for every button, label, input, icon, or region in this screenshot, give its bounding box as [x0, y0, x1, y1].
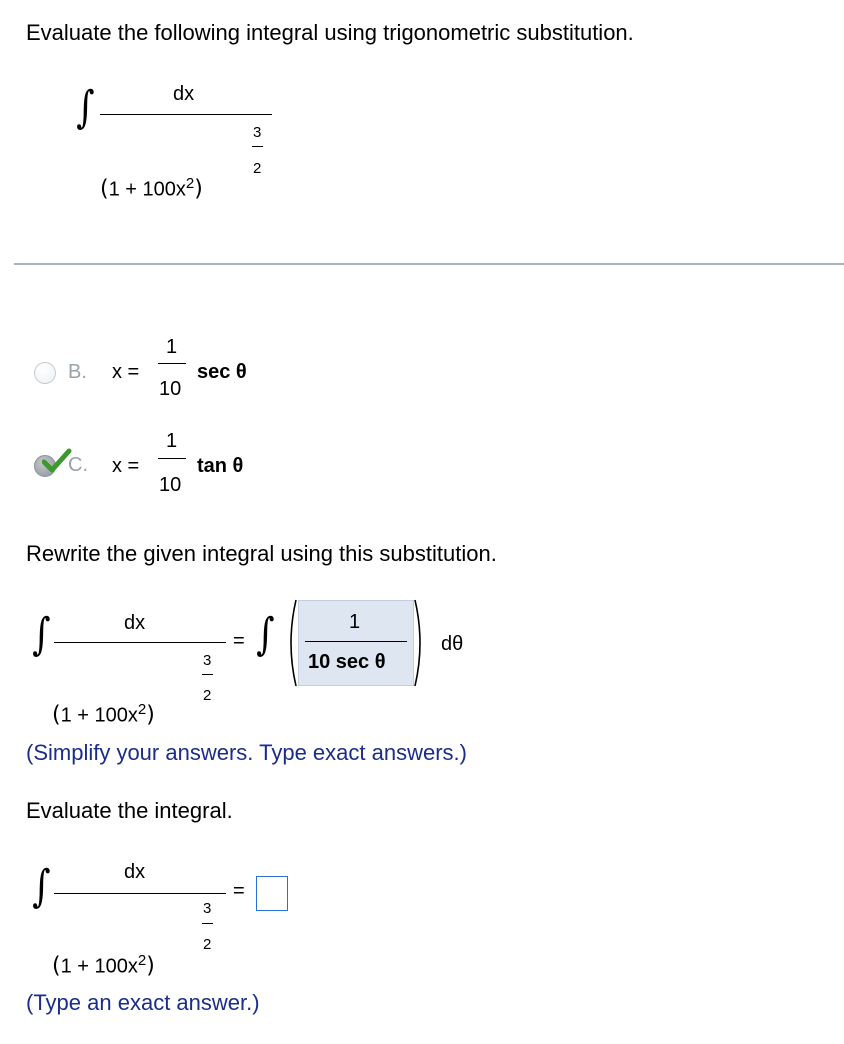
choice-lhs: x =	[112, 361, 140, 383]
rewrite-prompt: Rewrite the given integral using this substitution.	[26, 541, 497, 566]
outer-exponent-denominator: 2	[203, 687, 212, 704]
left-paren	[284, 598, 298, 688]
exponent-bar	[202, 674, 213, 675]
fraction-bar	[54, 642, 226, 643]
integral-denominator: $(1 + 100x^2)$	[52, 952, 155, 979]
choice-function: sec θ	[197, 361, 247, 383]
integral-numerator: dx	[124, 612, 146, 634]
differential: dθ	[441, 633, 464, 655]
integral-denominator: $(1 + 100x^2)$	[100, 175, 203, 202]
question-prompt: Evaluate the following integral using trigonometric substitution.	[26, 20, 634, 45]
outer-exponent-numerator: 3	[253, 124, 262, 141]
outer-exponent-denominator: 2	[253, 160, 262, 177]
choice-letter: C.	[68, 454, 88, 476]
right-paren	[413, 598, 427, 688]
evaluate-hint: (Type an exact answer.)	[26, 990, 260, 1015]
coef-fraction-bar	[158, 363, 186, 364]
outer-exponent-numerator: 3	[203, 652, 212, 669]
integral-sign: ∫	[32, 861, 51, 912]
outer-exponent-denominator: 2	[203, 936, 212, 953]
integral-sign: ∫	[32, 609, 51, 660]
integral-denominator: $(1 + 100x^2)$	[52, 701, 155, 728]
rewrite-hint: (Simplify your answers. Type exact answers.)	[26, 740, 467, 765]
exponent-bar	[252, 146, 263, 147]
integral-sign: ∫	[256, 609, 275, 660]
outer-exponent-numerator: 3	[203, 900, 212, 917]
choice-function: tan θ	[197, 455, 244, 477]
section-divider	[14, 263, 844, 265]
coef-numerator: 1	[166, 336, 178, 358]
evaluate-prompt: Evaluate the integral.	[26, 798, 233, 823]
choice-letter: B.	[68, 361, 87, 383]
radio-button[interactable]	[34, 362, 56, 384]
coef-numerator: 1	[166, 430, 178, 452]
coef-denominator: 10	[159, 378, 182, 400]
fraction-bar	[100, 114, 272, 115]
integral-numerator: dx	[173, 83, 195, 105]
answer-input[interactable]	[256, 876, 288, 911]
coef-denominator: 10	[159, 474, 182, 496]
choice-lhs: x =	[112, 455, 140, 477]
equals-sign: =	[233, 880, 245, 902]
exponent-bar	[202, 923, 213, 924]
answer-denominator: 10 sec θ	[308, 651, 386, 673]
answer-numerator: 1	[349, 611, 361, 633]
equals-sign: =	[233, 630, 245, 652]
integral-sign: ∫	[76, 82, 95, 133]
integral-numerator: dx	[124, 861, 146, 883]
answer-fraction-bar	[305, 641, 407, 642]
fraction-bar	[54, 893, 226, 894]
coef-fraction-bar	[158, 458, 186, 459]
